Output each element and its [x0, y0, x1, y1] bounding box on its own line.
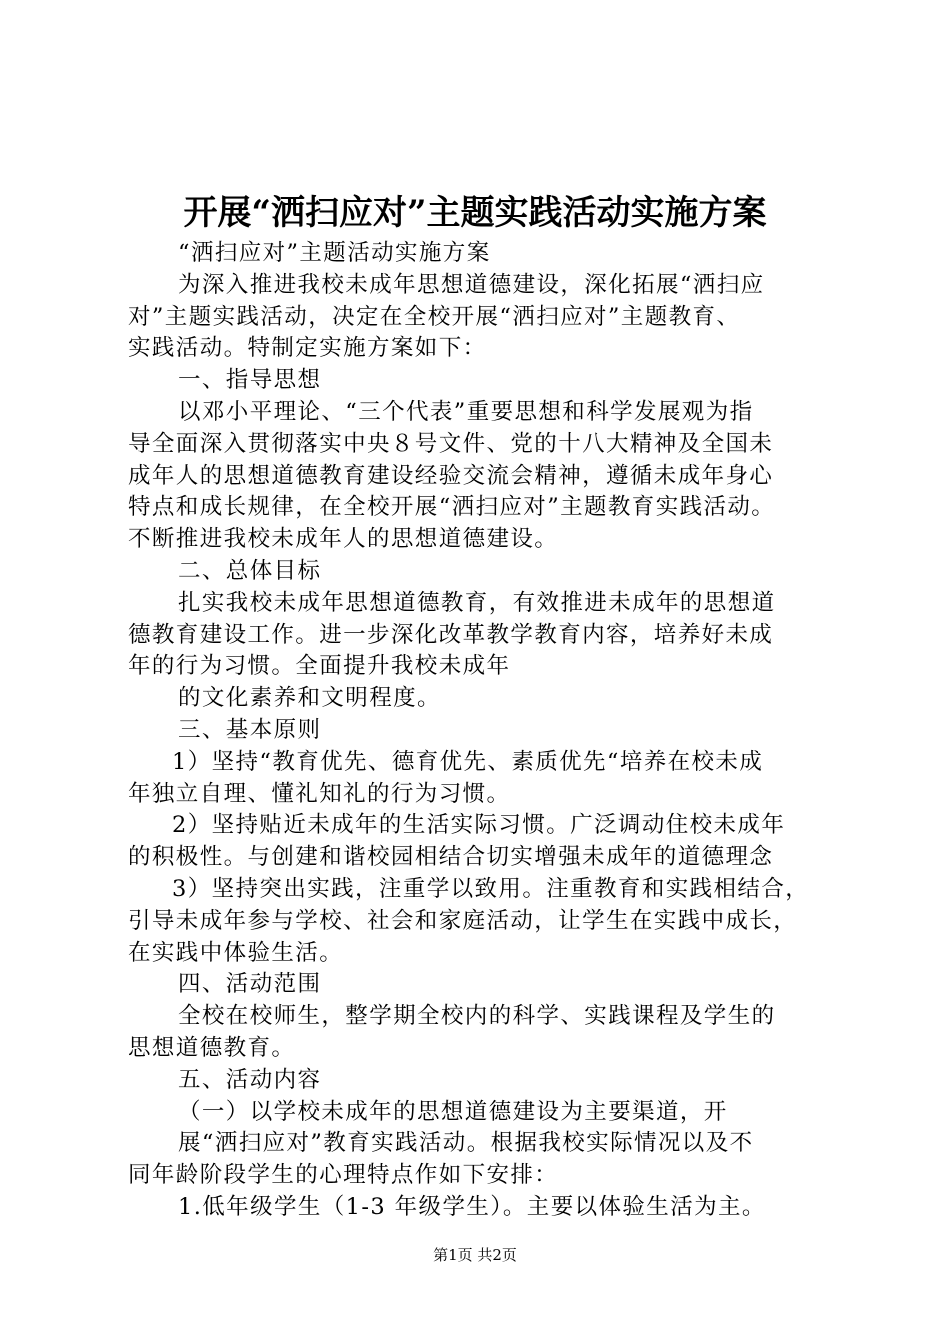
- doc-line: 二、总体目标: [178, 557, 322, 584]
- doc-line: 扎实我校未成年思想道德教育，有效推进未成年的思想道: [178, 589, 776, 616]
- doc-line: 的积极性。与创建和谐校园相结合切实增强未成年的道德理念: [128, 844, 774, 871]
- doc-line: 在实践中体验生活。: [128, 939, 344, 966]
- doc-line: 3）坚持突出实践，注重学以致用。注重教育和实践相结合，: [172, 875, 810, 902]
- doc-line: 实践活动。特制定实施方案如下：: [128, 335, 487, 362]
- doc-line: 的文化素养和文明程度。: [178, 685, 441, 712]
- doc-line: 一、指导思想: [178, 367, 322, 394]
- page-number-footer: 第1页 共2页: [433, 1246, 517, 1264]
- doc-line: 对”主题实践活动，决定在全校开展“洒扫应对”主题教育、: [128, 303, 741, 330]
- doc-line: 特点和成长规律，在全校开展“洒扫应对”主题教育实践活动。: [128, 494, 776, 521]
- doc-line: 年的行为习惯。全面提升我校未成年: [128, 653, 511, 680]
- doc-line: “洒扫应对”主题活动实施方案: [178, 240, 491, 266]
- doc-line: 以邓小平理论、“三个代表”重要思想和科学发展观为指: [178, 398, 754, 425]
- doc-line: 引导未成年参与学校、社会和家庭活动，让学生在实践中成长，: [128, 907, 798, 934]
- doc-line: （一）以学校未成年的思想道德建设为主要渠道，开: [178, 1098, 728, 1125]
- doc-line: 四、活动范围: [178, 971, 322, 998]
- doc-line: 年独立自理、懂礼知礼的行为习惯。: [128, 780, 511, 807]
- doc-line: 三、基本原则: [178, 716, 322, 743]
- doc-line: 2）坚持贴近未成年的生活实际习惯。广泛调动住校未成年: [172, 812, 786, 839]
- doc-line: 1.低年级学生（1-3 年级学生）。主要以体验生活为主。: [178, 1193, 766, 1220]
- document-title: 开展“洒扫应对”主题实践活动实施方案: [183, 193, 767, 233]
- doc-line: 成年人的思想道德教育建设经验交流会精神，遵循未成年身心: [128, 462, 774, 489]
- doc-line: 1）坚持“教育优先、德育优先、素质优先“培养在校未成: [172, 748, 764, 775]
- doc-line: 同年龄阶段学生的心理特点作如下安排：: [128, 1162, 559, 1189]
- doc-line: 导全面深入贯彻落实中央８号文件、党的十八大精神及全国未: [128, 430, 774, 457]
- document-body: [128, 238, 832, 1224]
- doc-line: 展“洒扫应对”教育实践活动。根据我校实际情况以及不: [178, 1130, 754, 1157]
- doc-line: 德教育建设工作。进一步深化改革教学教育内容，培养好未成: [128, 621, 774, 648]
- doc-line: 思想道德教育。: [128, 1034, 296, 1061]
- doc-line: 为深入推进我校未成年思想道德建设，深化拓展“洒扫应: [178, 271, 765, 298]
- doc-line: 不断推进我校未成年人的思想道德建设。: [128, 526, 559, 553]
- doc-line: 五、活动内容: [178, 1066, 322, 1093]
- doc-line: 全校在校师生，整学期全校内的科学、实践课程及学生的: [178, 1003, 776, 1030]
